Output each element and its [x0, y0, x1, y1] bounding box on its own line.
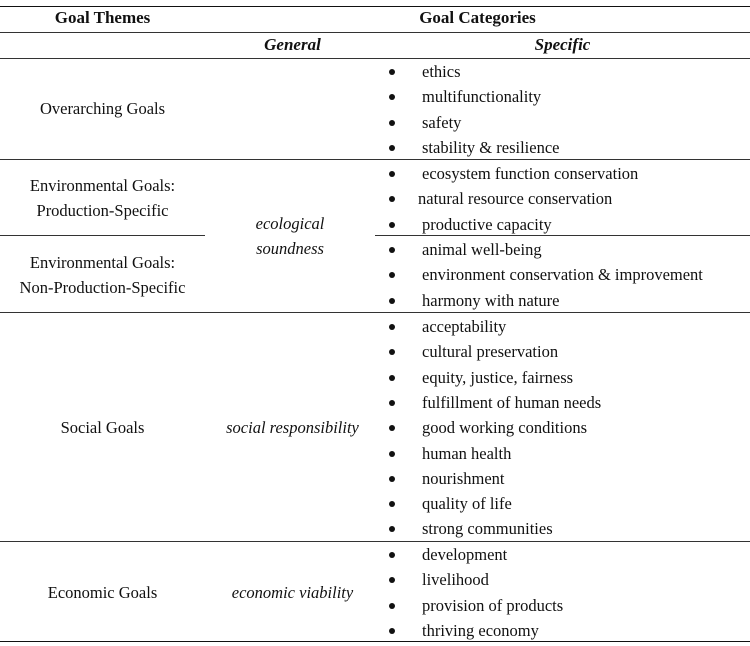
bullet-icon — [389, 324, 395, 330]
specific-item-label: multifunctionality — [422, 87, 542, 107]
specific-item — [0, 288, 750, 313]
specific-item-label: stability & resilience — [422, 137, 560, 157]
theme-social: Social Goals — [60, 418, 145, 437]
theme-env-nonproduction-line1: Environmental Goals: — [29, 253, 176, 272]
bullet-icon — [389, 272, 395, 278]
specific-item — [0, 415, 750, 440]
specific-item — [0, 161, 750, 186]
specific-item — [0, 262, 750, 287]
top-rule — [0, 6, 750, 7]
specific-item — [0, 542, 750, 567]
specific-item — [0, 110, 750, 135]
specific-item — [0, 339, 750, 364]
header-goal-themes: Goal Themes — [54, 8, 151, 27]
bullet-icon — [389, 196, 395, 202]
theme-economic: Economic Goals — [47, 583, 158, 602]
specific-item — [0, 135, 750, 160]
specific-item-label: safety — [422, 112, 462, 132]
specific-item — [0, 186, 750, 211]
bullet-icon — [389, 171, 395, 177]
specific-item — [0, 516, 750, 541]
specific-item — [0, 567, 750, 592]
theme-env-production-line2: Production-Specific — [36, 201, 169, 220]
specific-item-label: livelihood — [422, 570, 489, 590]
specific-item-label: nourishment — [422, 468, 505, 488]
theme-env-production-line1: Environmental Goals: — [29, 176, 176, 195]
specific-item-label: strong communities — [422, 519, 553, 539]
header-specific: Specific — [534, 35, 591, 54]
specific-item — [0, 390, 750, 415]
bullet-icon — [389, 603, 395, 609]
specific-item-label: fulfillment of human needs — [422, 392, 602, 412]
bullet-icon — [389, 628, 395, 634]
specific-item — [0, 618, 750, 643]
general-ecological-line2: soundness — [256, 239, 324, 258]
general-social-responsibility: social responsibility — [226, 418, 359, 437]
bullet-icon — [389, 552, 395, 558]
specific-item-label: human health — [422, 443, 512, 463]
bullet-icon — [389, 247, 395, 253]
specific-item-label: good working conditions — [422, 418, 587, 438]
bullet-icon — [389, 349, 395, 355]
specific-item-label: natural resource conservation — [418, 189, 613, 209]
specific-item-label: development — [422, 545, 508, 564]
bullet-icon — [389, 69, 395, 75]
specific-item-label: cultural preservation — [422, 342, 559, 362]
specific-item — [0, 237, 750, 262]
bullet-icon — [389, 526, 395, 532]
general-ecological-line1: ecological — [255, 214, 325, 233]
specific-item — [0, 212, 750, 237]
specific-item-label: animal well-being — [422, 240, 542, 259]
header-mid-rule — [0, 32, 750, 33]
bullet-icon — [389, 222, 395, 228]
specific-item-label: acceptability — [422, 317, 507, 336]
specific-item-label: environment conservation & improvement — [422, 265, 703, 285]
specific-item — [0, 466, 750, 491]
bullet-icon — [389, 425, 395, 431]
specific-item-label: thriving economy — [422, 620, 539, 640]
theme-env-nonproduction-line2: Non-Production-Specific — [19, 278, 186, 297]
bullet-icon — [389, 577, 395, 583]
bullet-icon — [389, 94, 395, 100]
bullet-icon — [389, 120, 395, 126]
header-goal-categories: Goal Categories — [419, 8, 536, 27]
bullet-icon — [389, 400, 395, 406]
specific-item-label: ethics — [422, 62, 461, 81]
bullet-icon — [389, 375, 395, 381]
specific-item — [0, 491, 750, 516]
specific-item — [0, 593, 750, 618]
bullet-icon — [389, 298, 395, 304]
specific-item-label: quality of life — [422, 494, 512, 514]
bullet-icon — [389, 476, 395, 482]
specific-item-label: provision of products — [422, 595, 564, 615]
specific-item — [0, 365, 750, 390]
specific-item — [0, 59, 750, 84]
specific-item-label: equity, justice, fairness — [422, 367, 574, 387]
header-general: General — [264, 35, 321, 54]
specific-item — [0, 84, 750, 109]
bullet-icon — [389, 451, 395, 457]
specific-item — [0, 314, 750, 339]
specific-item-label: ecosystem function conservation — [422, 164, 639, 183]
bullet-icon — [389, 501, 395, 507]
specific-item-label: productive capacity — [422, 214, 552, 234]
general-economic-viability: economic viability — [231, 583, 354, 602]
bullet-icon — [389, 145, 395, 151]
specific-item-label: harmony with nature — [422, 290, 560, 310]
theme-overarching: Overarching Goals — [39, 99, 166, 118]
specific-item — [0, 441, 750, 466]
